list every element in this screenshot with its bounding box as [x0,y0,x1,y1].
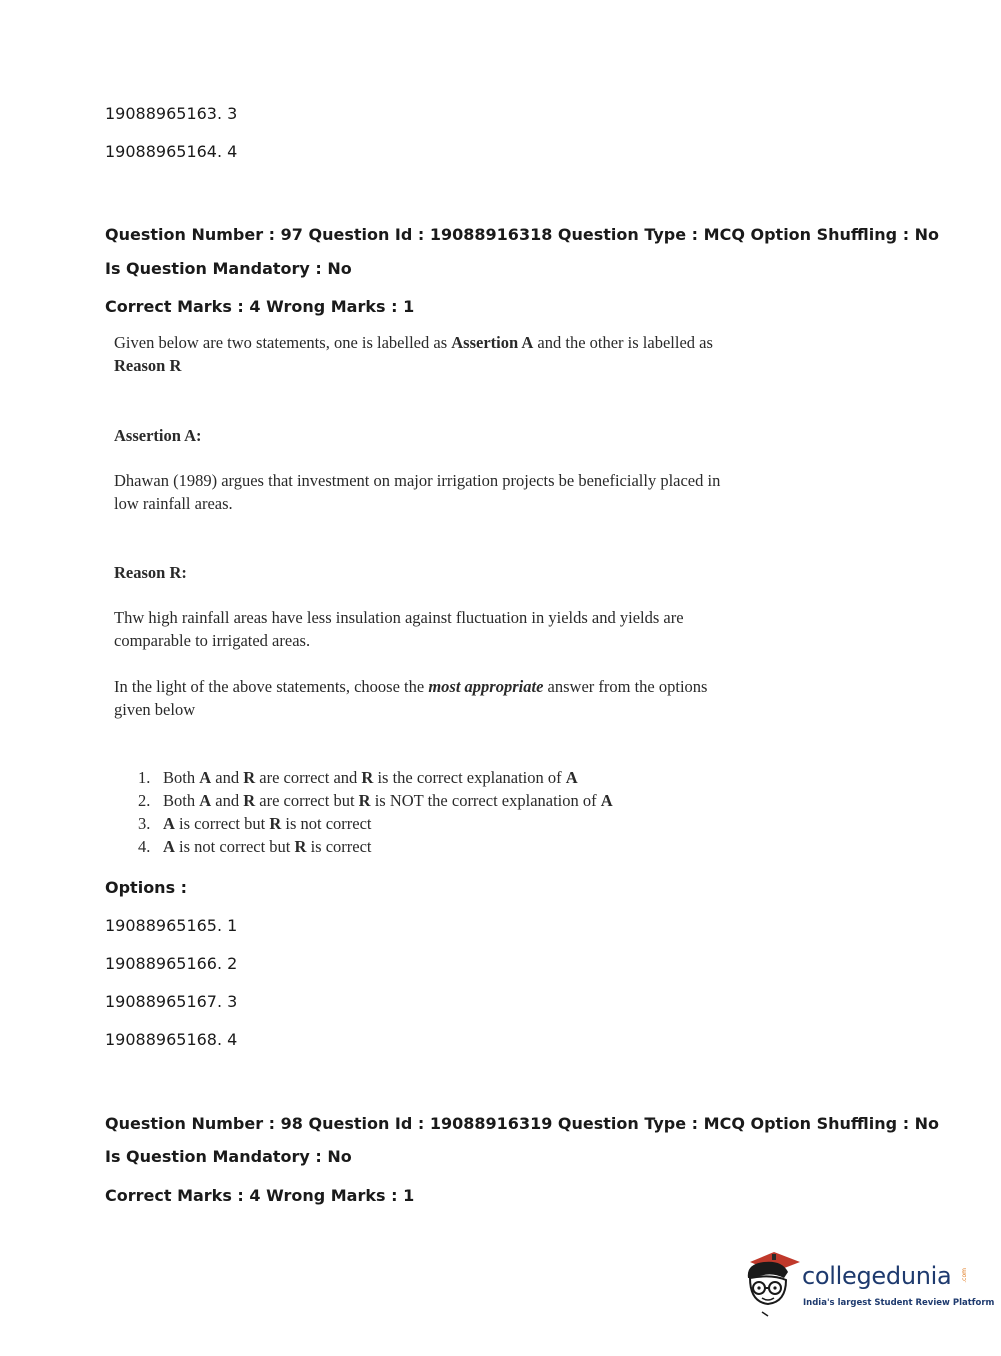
choice-number: 2. [138,791,151,810]
choice-number: 1. [138,768,151,787]
logo-wordmark: collegedunia [802,1262,952,1290]
prev-option-4: 19088965164. 4 [105,142,238,161]
answer-choice-3 [138,812,613,835]
option-id: 19088965166 [105,954,217,973]
q97-header: Question Number : 97 Question Id : 19088916318 Question Type : MCQ Option Shuffling : No [105,225,940,244]
mascot-icon [742,1248,804,1318]
q97-option-3: 19088965167. 3 [105,992,238,1011]
logo-tagline: India's largest Student Review Platform [803,1298,995,1308]
choice-text: Both A and R are correct but R is NOT the correct explanation of A [163,791,613,810]
logo-suffix: .com [961,1268,968,1283]
q97-option-4: 19088965168. 4 [105,1030,238,1049]
assertion-label: Assertion A: [114,426,202,445]
q97-intro: Given below are two statements, one is labelled as Assertion A and the other is labelled as Reason R [114,333,713,375]
option-number: 4 [227,1030,238,1049]
assertion-text: Dhawan (1989) argues that investment on major irrigation projects be beneficially placed in low rainfall areas. [114,471,721,513]
choice-text: Both A and R are correct and R is the correct explanation of A [163,768,578,787]
assertion-term: Assertion A [451,333,534,352]
option-id: 19088965168 [105,1030,217,1049]
options-label: Options : [105,878,188,897]
option-id: 19088965167 [105,992,217,1011]
q97-option-1: 19088965165. 1 [105,916,238,935]
reason-text: Thw high rainfall areas have less insulation against fluctuation in yields and yields are comparable to irrigated areas. [114,608,684,650]
option-number: 3 [227,992,238,1011]
option-number: 3 [227,104,238,123]
q97-marks: Correct Marks : 4 Wrong Marks : 1 [105,297,415,316]
prev-option-3: 19088965163. 3 [105,104,238,123]
option-number: 1 [227,916,238,935]
reason-term: Reason R [114,356,182,375]
option-id: 19088965163 [105,104,217,123]
answer-choice-1 [138,766,613,789]
reason-label: Reason R: [114,563,187,582]
choice-number: 4. [138,837,151,856]
answer-choice-2 [138,789,613,812]
answer-choice-4 [138,835,613,858]
q98-header: Question Number : 98 Question Id : 19088916319 Question Type : MCQ Option Shuffling : No [105,1114,940,1133]
q97-mandatory: Is Question Mandatory : No [105,259,352,278]
q98-mandatory: Is Question Mandatory : No [105,1147,352,1166]
choice-text: A is not correct but R is correct [163,837,372,856]
q98-marks: Correct Marks : 4 Wrong Marks : 1 [105,1186,415,1205]
option-number: 2 [227,954,238,973]
option-number: 4 [227,142,238,161]
collegedunia-logo [742,1248,995,1318]
option-id: 19088965164 [105,142,217,161]
option-id: 19088965165 [105,916,217,935]
answer-choices [138,766,613,858]
instruction-text: In the light of the above statements, choose the most appropriate answer from the options given below [114,677,708,719]
q97-option-2: 19088965166. 2 [105,954,238,973]
choice-text: A is correct but R is not correct [163,814,372,833]
choice-number: 3. [138,814,151,833]
